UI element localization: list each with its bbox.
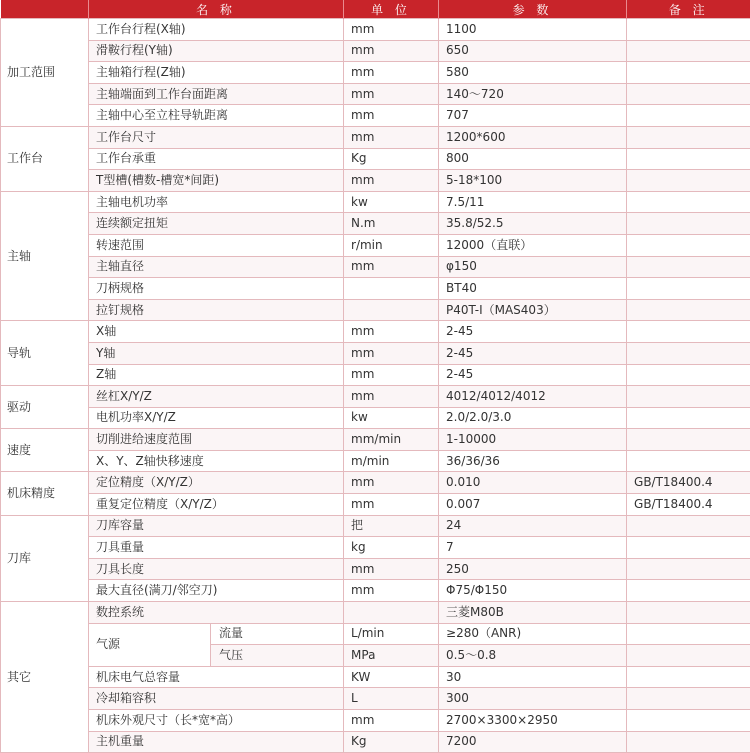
row-name: 切削进给速度范围 (89, 429, 344, 451)
row-unit: 把 (344, 515, 439, 537)
row-unit: kw (344, 191, 439, 213)
row-value: 2-45 (439, 342, 627, 364)
row-remark (627, 407, 750, 429)
category-other: 其它 (1, 602, 89, 753)
table-row (1, 710, 750, 732)
row-value: 2.0/2.0/3.0 (439, 407, 627, 429)
row-unit: mm (344, 558, 439, 580)
row-remark (627, 278, 750, 300)
row-name: 刀库容量 (89, 515, 344, 537)
row-value: 707 (439, 105, 627, 127)
row-name: 数控系统 (89, 602, 344, 624)
row-value: ≥280（ANR) (439, 623, 627, 645)
row-unit: MPa (344, 645, 439, 667)
row-unit: mm (344, 256, 439, 278)
row-unit (344, 299, 439, 321)
category-accuracy: 机床精度 (1, 472, 89, 515)
row-name: 刀柄规格 (89, 278, 344, 300)
row-remark (627, 731, 750, 753)
row-unit: L (344, 688, 439, 710)
table-row (1, 623, 750, 645)
row-name: Y轴 (89, 342, 344, 364)
row-value: 580 (439, 62, 627, 84)
row-name: 连续额定扭矩 (89, 213, 344, 235)
row-value: 140～720 (439, 83, 627, 105)
row-value: BT40 (439, 278, 627, 300)
row-remark (627, 191, 750, 213)
row-name: 机床外观尺寸（长*宽*高） (89, 710, 344, 732)
row-value: 0.5～0.8 (439, 645, 627, 667)
row-value: 2-45 (439, 364, 627, 386)
row-unit: kg (344, 537, 439, 559)
category-spindle: 主轴 (1, 191, 89, 321)
table-row (1, 62, 750, 84)
row-remark (627, 40, 750, 62)
row-name: 刀具长度 (89, 558, 344, 580)
header-remark: 备 注 (627, 0, 750, 19)
row-unit: r/min (344, 234, 439, 256)
row-remark (627, 148, 750, 170)
row-unit: mm (344, 386, 439, 408)
row-value: 12000（直联） (439, 234, 627, 256)
row-remark (627, 321, 750, 343)
header-name: 名 称 (89, 0, 344, 19)
row-value: 5-18*100 (439, 170, 627, 192)
row-value: 0.007 (439, 494, 627, 516)
row-value: 35.8/52.5 (439, 213, 627, 235)
row-unit: mm (344, 126, 439, 148)
row-value: 4012/4012/4012 (439, 386, 627, 408)
row-name: X、Y、Z轴快移速度 (89, 450, 344, 472)
row-name: 主轴电机功率 (89, 191, 344, 213)
row-name: 滑鞍行程(Y轴) (89, 40, 344, 62)
row-value: 30 (439, 666, 627, 688)
row-name-air-supply: 气源 (89, 623, 211, 666)
row-unit: kw (344, 407, 439, 429)
row-value: 300 (439, 688, 627, 710)
table-row (1, 19, 750, 41)
row-value: 7200 (439, 731, 627, 753)
category-tool-magazine: 刀库 (1, 515, 89, 601)
row-value: 800 (439, 148, 627, 170)
row-unit: Kg (344, 148, 439, 170)
row-name: 工作台行程(X轴) (89, 19, 344, 41)
row-name: 主机重量 (89, 731, 344, 753)
row-name: 重复定位精度（X/Y/Z） (89, 494, 344, 516)
row-remark (627, 623, 750, 645)
row-unit: mm (344, 62, 439, 84)
row-value: 7 (439, 537, 627, 559)
row-remark (627, 580, 750, 602)
row-remark: GB/T18400.4 (627, 494, 750, 516)
table-row (1, 407, 750, 429)
table-row (1, 602, 750, 624)
table-row (1, 83, 750, 105)
row-name: Z轴 (89, 364, 344, 386)
row-unit: mm (344, 342, 439, 364)
category-worktable: 工作台 (1, 126, 89, 191)
row-unit: mm (344, 83, 439, 105)
row-value: P40T-I（MAS403） (439, 299, 627, 321)
row-unit: mm (344, 19, 439, 41)
row-unit: mm (344, 710, 439, 732)
table-row (1, 580, 750, 602)
row-value: 0.010 (439, 472, 627, 494)
row-remark: GB/T18400.4 (627, 472, 750, 494)
row-unit: mm (344, 105, 439, 127)
table-row (1, 234, 750, 256)
row-value: 1200*600 (439, 126, 627, 148)
table-row (1, 321, 750, 343)
row-value: 250 (439, 558, 627, 580)
row-remark (627, 666, 750, 688)
category-speed: 速度 (1, 429, 89, 472)
table-row (1, 472, 750, 494)
row-value: φ150 (439, 256, 627, 278)
row-remark (627, 256, 750, 278)
table-row (1, 278, 750, 300)
row-value: 24 (439, 515, 627, 537)
table-row (1, 666, 750, 688)
row-remark (627, 83, 750, 105)
row-value: 36/36/36 (439, 450, 627, 472)
row-unit: m/min (344, 450, 439, 472)
row-name: 机床电气总容量 (89, 666, 344, 688)
row-unit: KW (344, 666, 439, 688)
row-name: 主轴中心至立柱导轨距离 (89, 105, 344, 127)
row-remark (627, 105, 750, 127)
category-machining-range: 加工范围 (1, 19, 89, 127)
row-subname: 气压 (211, 645, 344, 667)
row-name: 丝杠X/Y/Z (89, 386, 344, 408)
header-row (1, 0, 750, 19)
row-name: 转速范围 (89, 234, 344, 256)
row-remark (627, 62, 750, 84)
row-value: 2700×3300×2950 (439, 710, 627, 732)
table-row (1, 126, 750, 148)
table-row (1, 170, 750, 192)
row-remark (627, 537, 750, 559)
row-remark (627, 234, 750, 256)
table-row (1, 537, 750, 559)
row-name: 主轴直径 (89, 256, 344, 278)
table-row (1, 558, 750, 580)
row-unit: Kg (344, 731, 439, 753)
row-unit: mm/min (344, 429, 439, 451)
table-row (1, 191, 750, 213)
table-row (1, 40, 750, 62)
row-unit: mm (344, 494, 439, 516)
row-unit: mm (344, 321, 439, 343)
row-name: 冷却箱容积 (89, 688, 344, 710)
row-remark (627, 710, 750, 732)
row-unit: mm (344, 364, 439, 386)
row-name: T型槽(槽数-槽宽*间距) (89, 170, 344, 192)
row-name: 电机功率X/Y/Z (89, 407, 344, 429)
table-row (1, 148, 750, 170)
row-name: 主轴端面到工作台面距离 (89, 83, 344, 105)
row-remark (627, 364, 750, 386)
row-remark (627, 429, 750, 451)
row-name: 主轴箱行程(Z轴) (89, 62, 344, 84)
row-name: 工作台尺寸 (89, 126, 344, 148)
row-name: 定位精度（X/Y/Z） (89, 472, 344, 494)
row-value: 2-45 (439, 321, 627, 343)
row-remark (627, 170, 750, 192)
row-value: 三菱M80B (439, 602, 627, 624)
row-name: 拉钉规格 (89, 299, 344, 321)
table-row (1, 213, 750, 235)
category-guideway: 导轨 (1, 321, 89, 386)
table-row (1, 364, 750, 386)
row-remark (627, 126, 750, 148)
row-unit: mm (344, 170, 439, 192)
table-row (1, 105, 750, 127)
row-name: 最大直径(满刀/邻空刀) (89, 580, 344, 602)
row-value: 1-10000 (439, 429, 627, 451)
table-row (1, 731, 750, 753)
row-value: 7.5/11 (439, 191, 627, 213)
table-row (1, 515, 750, 537)
row-remark (627, 450, 750, 472)
table-row (1, 688, 750, 710)
row-remark (627, 688, 750, 710)
table-row (1, 429, 750, 451)
row-unit: mm (344, 472, 439, 494)
row-unit (344, 602, 439, 624)
row-unit: N.m (344, 213, 439, 235)
row-unit: mm (344, 40, 439, 62)
row-value: Φ75/Φ150 (439, 580, 627, 602)
header-unit: 单 位 (344, 0, 439, 19)
table-row (1, 386, 750, 408)
table-row (1, 299, 750, 321)
table-row (1, 450, 750, 472)
row-name: 工作台承重 (89, 148, 344, 170)
spec-body (1, 19, 750, 753)
row-remark (627, 602, 750, 624)
row-value: 650 (439, 40, 627, 62)
row-remark (627, 213, 750, 235)
row-remark (627, 515, 750, 537)
category-drive: 驱动 (1, 386, 89, 429)
row-name: 刀具重量 (89, 537, 344, 559)
header-blank (1, 0, 89, 19)
row-name: X轴 (89, 321, 344, 343)
row-remark (627, 558, 750, 580)
row-unit: L/min (344, 623, 439, 645)
table-row (1, 256, 750, 278)
row-remark (627, 342, 750, 364)
table-row (1, 342, 750, 364)
row-remark (627, 645, 750, 667)
row-value: 1100 (439, 19, 627, 41)
row-unit (344, 278, 439, 300)
row-unit: mm (344, 580, 439, 602)
row-subname: 流量 (211, 623, 344, 645)
header-param: 参 数 (439, 0, 627, 19)
row-remark (627, 19, 750, 41)
row-remark (627, 299, 750, 321)
row-remark (627, 386, 750, 408)
table-row (1, 494, 750, 516)
